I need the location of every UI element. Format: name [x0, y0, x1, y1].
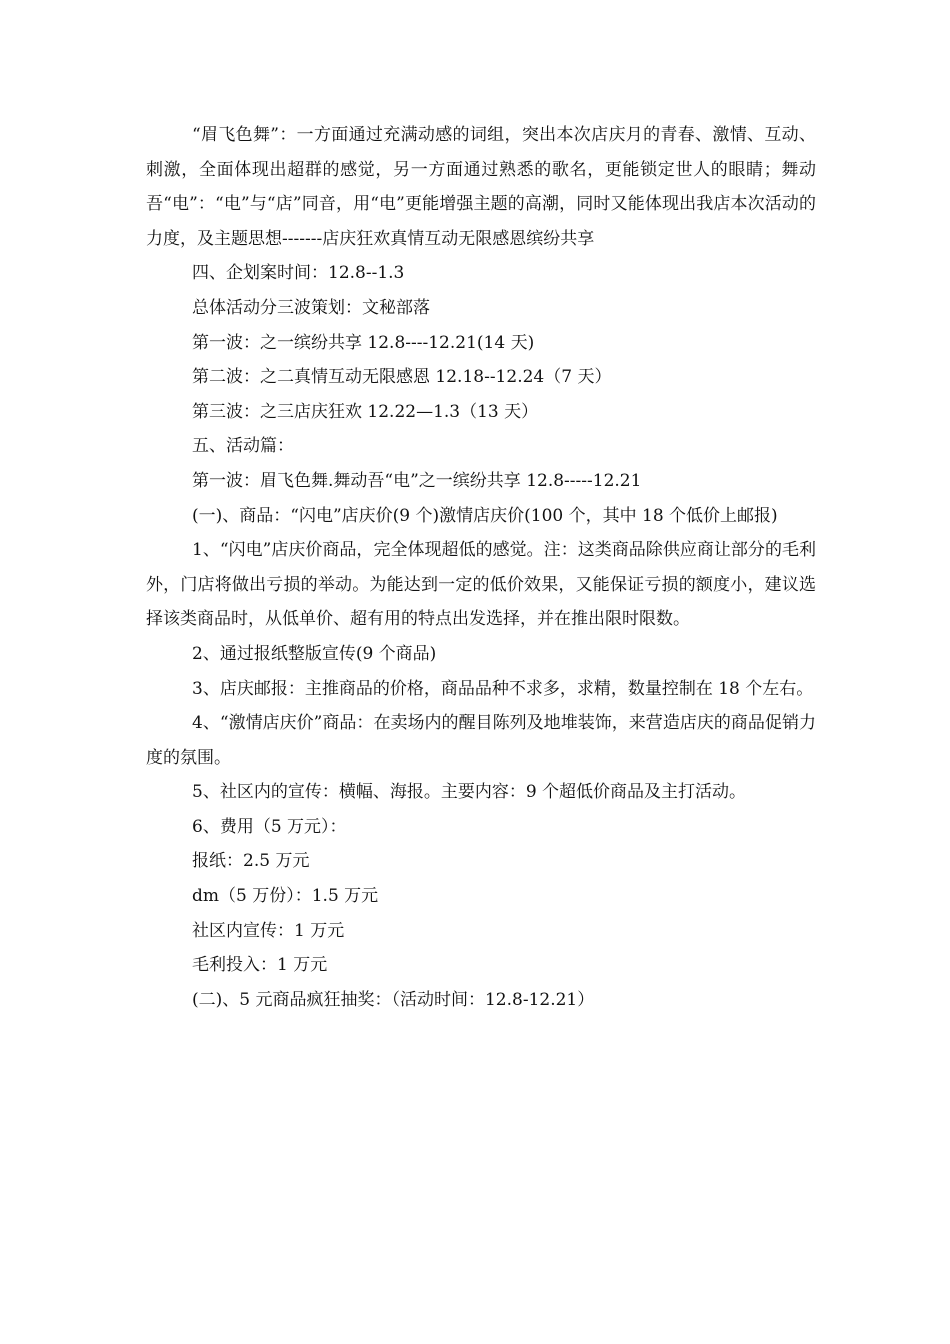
products-section: (一)、商品：“闪电”店庆价(9 个)激情店庆价(100 个，其中 18 个低价上邮报): [192, 505, 778, 526]
cost-newspaper: 报纸：2.5 万元: [192, 851, 310, 872]
item-5-community: 5、社区内的宣传：横幅、海报。主要内容：9 个超低价商品及主打活动。: [192, 782, 747, 803]
section-lottery: (二)、5 元商品疯狂抽奖：（活动时间：12.8-12.21）: [192, 989, 595, 1010]
section-five-activities: 五、活动篇：: [192, 436, 294, 457]
item-4-passion-price: 4、“激情店庆价”商品：在卖场内的醒目陈列及地堆装饰，来营造店庆的商品促销力度的氛围。: [146, 713, 816, 768]
wave-three-line: 第三波：之三店庆狂欢 12.22—1.3（13 天）: [192, 401, 539, 422]
cost-community: 社区内宣传：1 万元: [192, 920, 345, 941]
overall-three-waves: 总体活动分三波策划：文秘部落: [192, 297, 430, 318]
item-3-mail-flyer: 3、店庆邮报：主推商品的价格，商品品种不求多，求精，数量控制在 18 个左右。: [192, 678, 814, 699]
wave-one-line: 第一波：之一缤纷共享 12.8----12.21(14 天): [192, 332, 535, 353]
wave-two-line: 第二波：之二真情互动无限感恩 12.18--12.24（7 天）: [192, 367, 612, 388]
paragraph-theme-explanation: “眉飞色舞”：一方面通过充满动感的词组，突出本次店庆月的青春、激情、互动、刺激，全面体现出超群的感觉，另一方面通过熟悉的歌名，更能锁定世人的眼睛；舞动吾“电”：“电”与“店”同音，用“电”更能增强主题的高潮，同时又能体现出我店本次活动的力度，及主题思想-------店庆狂欢真情互动无限感恩缤纷共享: [146, 125, 816, 249]
wave-one-title: 第一波：眉飞色舞.舞动吾“电”之一缤纷共享 12.8-----12.21: [192, 470, 642, 491]
document-body: [146, 118, 816, 1017]
item-2-newspaper: 2、通过报纸整版宣传(9 个商品): [192, 643, 437, 664]
section-four-plan-time: 四、企划案时间：12.8--1.3: [192, 263, 405, 284]
cost-dm: dm（5 万份）：1.5 万元: [192, 886, 379, 907]
cost-margin: 毛利投入：1 万元: [192, 955, 328, 976]
item-1-flash-price: 1、“闪电”店庆价商品，完全体现超低的感觉。注：这类商品除供应商让部分的毛利外，门店将做出亏损的举动。为能达到一定的低价效果，又能保证亏损的额度小，建议选择该类商品时，从低单价、超有用的特点出发选择，并在推出限时限数。: [146, 540, 816, 630]
item-6-costs: 6、费用（5 万元）：: [192, 816, 347, 837]
